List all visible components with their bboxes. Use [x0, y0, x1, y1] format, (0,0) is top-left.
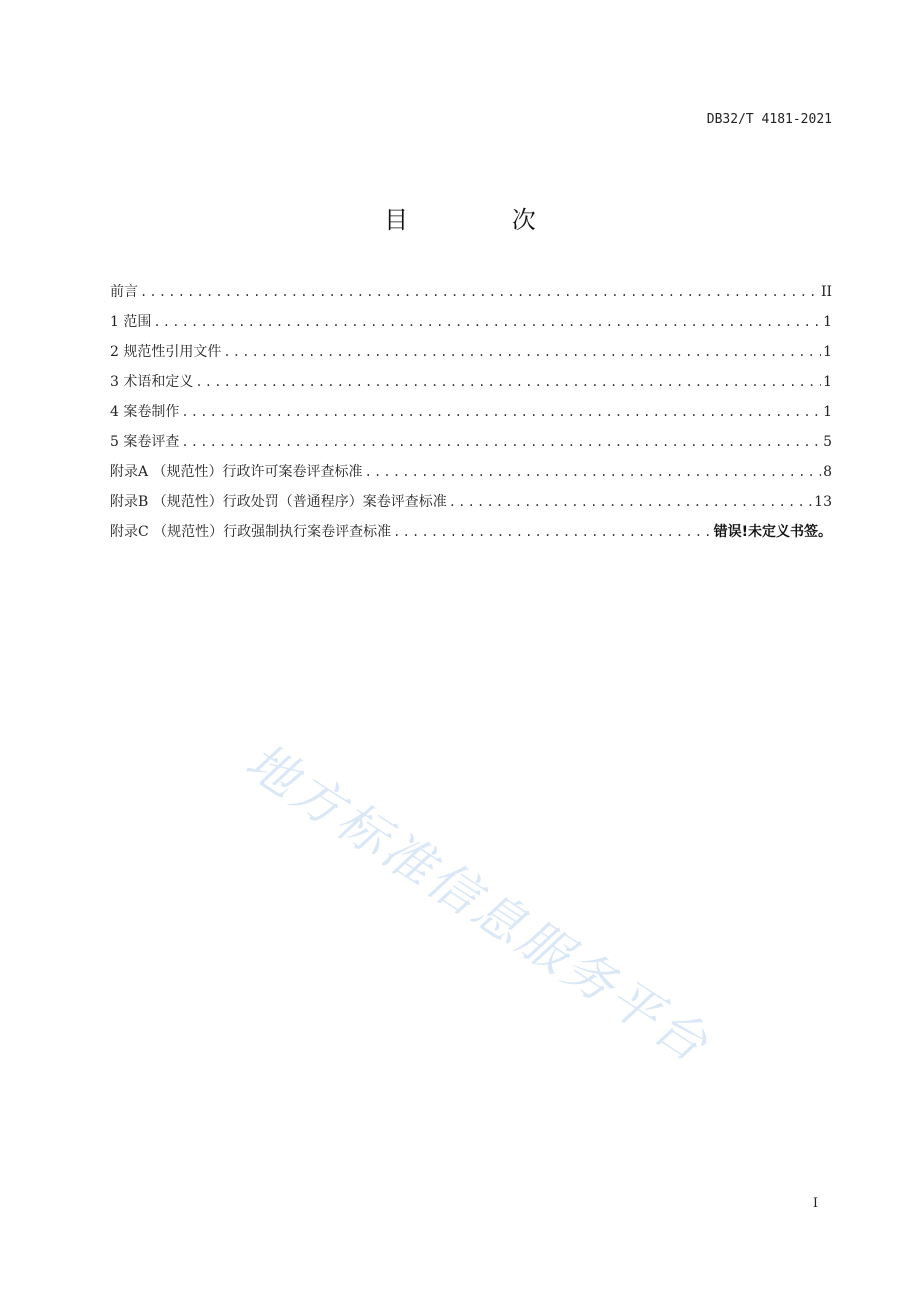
- toc-entry-page: 1: [823, 344, 832, 360]
- toc-entry-appendix-b[interactable]: [110, 487, 832, 517]
- page-title: 目 次: [384, 206, 584, 234]
- toc-entry-terms-definitions[interactable]: [110, 367, 832, 397]
- watermark: 地方标准信息服务平台: [235, 731, 721, 1075]
- toc-leader-dots: [223, 337, 821, 367]
- toc-leader-dots: [181, 397, 821, 427]
- toc-leader-dots: [140, 277, 819, 307]
- toc-leader-dots: [153, 307, 821, 337]
- toc-entry-page: 1: [823, 374, 832, 390]
- toc-entry-preface[interactable]: [110, 277, 832, 307]
- document-code: DB32/T 4181-2021: [706, 112, 832, 127]
- toc-leader-dots: [449, 487, 812, 517]
- toc-entry-label: 4 案卷制作: [110, 404, 180, 420]
- toc-entry-label: 附录C （规范性）行政强制执行案卷评查标准: [110, 524, 392, 540]
- toc-entry-label: 1 范围: [110, 314, 152, 330]
- toc-entry-page: 5: [823, 434, 832, 450]
- toc-entry-label: 前言: [110, 284, 138, 300]
- toc-entry-page: 13: [814, 494, 832, 510]
- toc-entry-page: 1: [823, 404, 832, 420]
- toc-entry-label: 附录B （规范性）行政处罚（普通程序）案卷评查标准: [110, 494, 447, 510]
- toc-leader-dots: [365, 457, 822, 487]
- toc-entry-page: 1: [823, 314, 832, 330]
- toc-entry-page: II: [820, 284, 832, 300]
- toc-leader-dots: [195, 367, 821, 397]
- toc-entry-appendix-c[interactable]: [110, 517, 832, 547]
- toc-leader-dots: [181, 427, 821, 457]
- toc-entry-page-error: 错误!未定义书签。: [713, 524, 832, 540]
- toc-entry-label: 附录A （规范性）行政许可案卷评查标准: [110, 464, 363, 480]
- toc-entry-label: 2 规范性引用文件: [110, 344, 222, 360]
- toc-entry-label: 5 案卷评查: [110, 434, 180, 450]
- toc-entry-page: 8: [823, 464, 832, 480]
- toc-entry-appendix-a[interactable]: [110, 457, 832, 487]
- toc-entry-scope[interactable]: [110, 307, 832, 337]
- table-of-contents: [110, 277, 832, 547]
- toc-entry-file-review[interactable]: [110, 427, 832, 457]
- page-number: I: [812, 1196, 818, 1211]
- toc-entry-file-preparation[interactable]: [110, 397, 832, 427]
- toc-entry-normative-references[interactable]: [110, 337, 832, 367]
- toc-entry-label: 3 术语和定义: [110, 374, 194, 390]
- toc-leader-dots: [393, 517, 711, 547]
